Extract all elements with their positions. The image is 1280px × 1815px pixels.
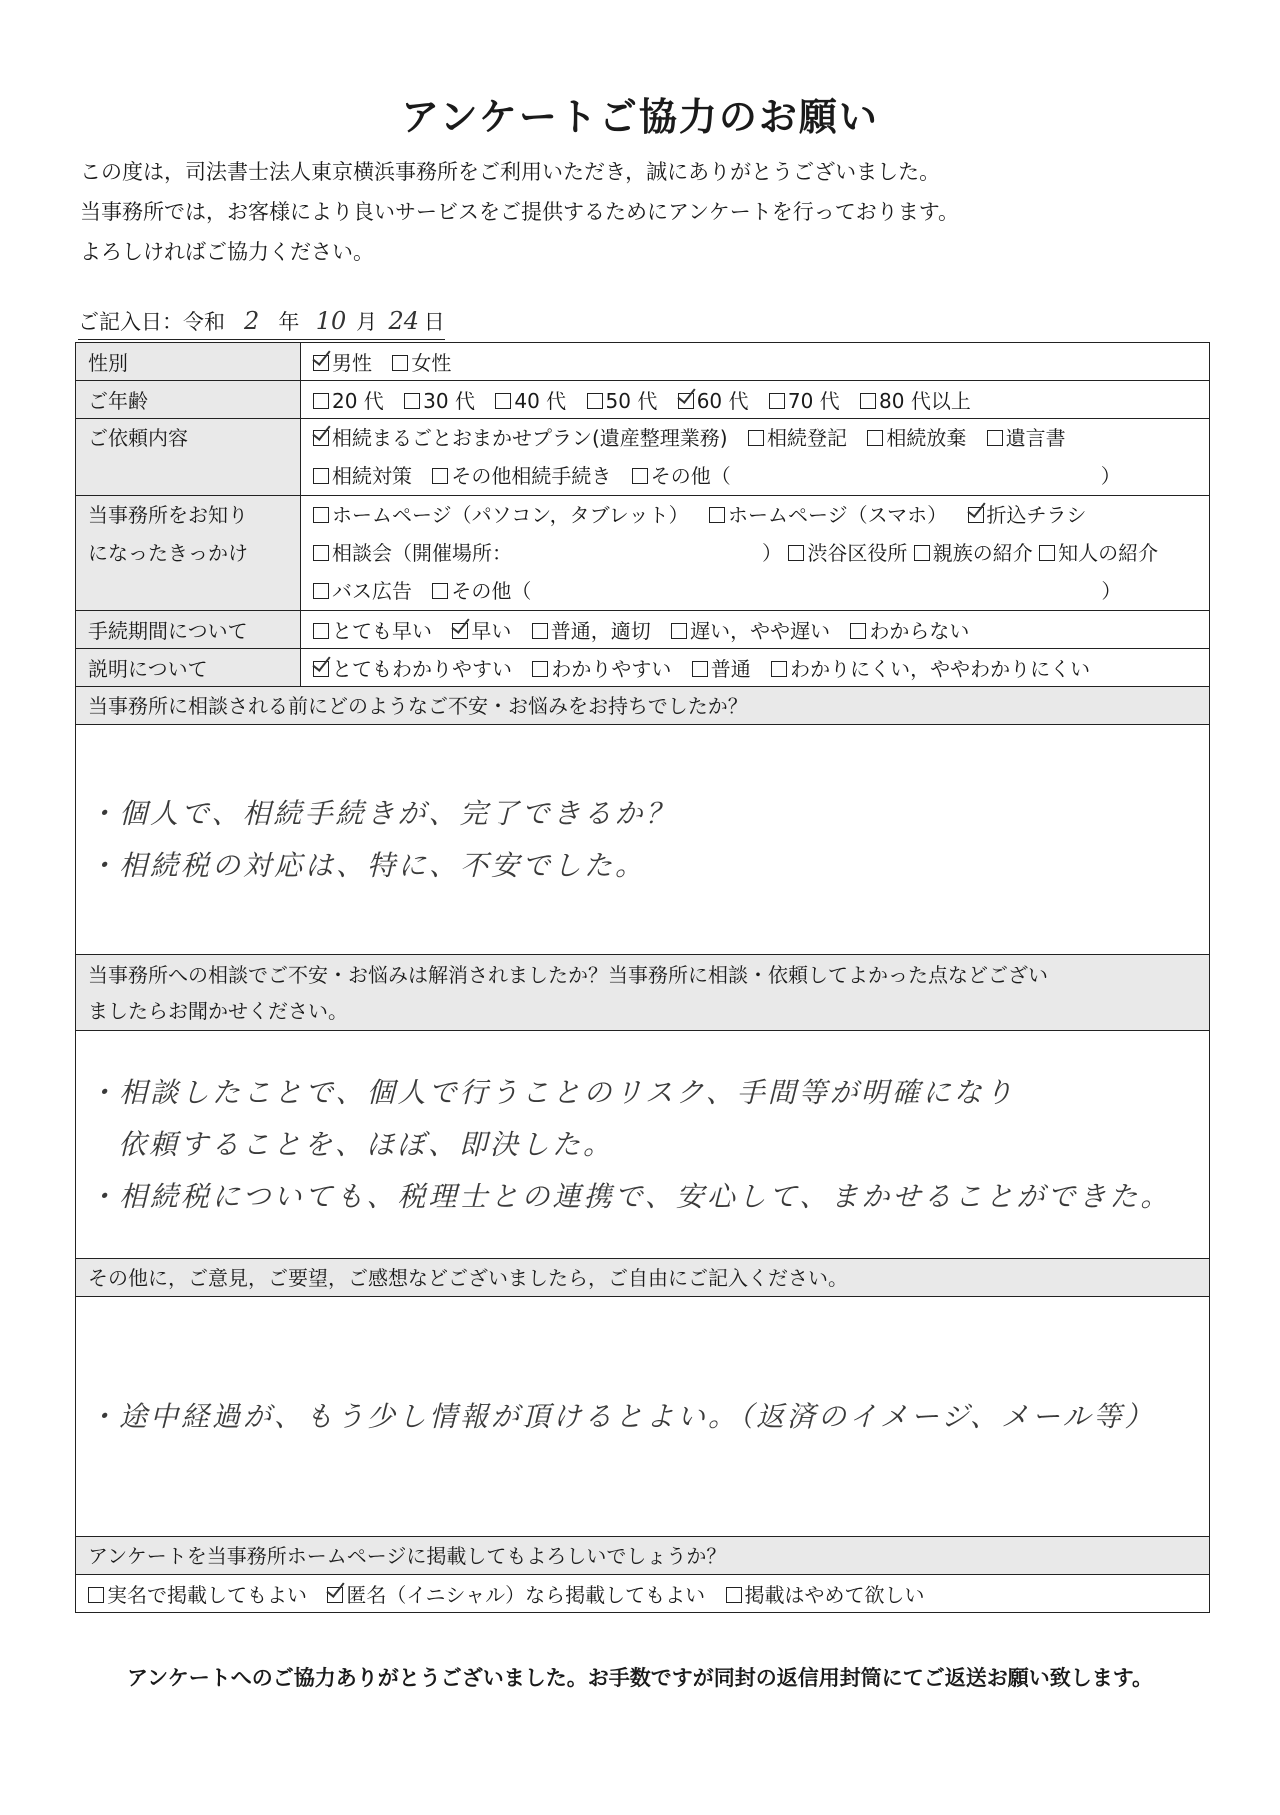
- checkbox-icon[interactable]: [671, 623, 687, 639]
- explanation-options: [301, 649, 1210, 687]
- checkbox-icon[interactable]: [769, 393, 785, 409]
- answer-3[interactable]: [76, 1297, 1210, 1537]
- checkbox-checked-icon[interactable]: [452, 623, 468, 639]
- gender-options: [301, 343, 1210, 381]
- checkbox-icon[interactable]: [532, 661, 548, 677]
- intro-text: [80, 152, 959, 272]
- answer-2[interactable]: [76, 1031, 1210, 1259]
- option-label: 50 代: [605, 389, 658, 413]
- checkbox-icon[interactable]: [392, 355, 408, 371]
- option-label: その他相続手続き: [451, 464, 612, 488]
- close-paren: ）: [762, 541, 782, 565]
- checkbox-icon[interactable]: [432, 468, 448, 484]
- checkbox-icon[interactable]: [313, 393, 329, 409]
- source-label-line: 当事務所をお知り: [88, 503, 248, 527]
- option-flyer[interactable]: [968, 496, 1087, 534]
- checkbox-checked-icon[interactable]: [968, 507, 984, 523]
- date-prefix: ご記入日：令和: [78, 310, 225, 334]
- option-label: 親族の紹介: [932, 541, 1033, 565]
- period-label: 手続期間について: [76, 611, 301, 649]
- option-label: ホームページ（パソコン，タブレット）: [332, 503, 689, 527]
- option-label: その他（: [650, 464, 731, 488]
- answer-line: ・相続税の対応は、特に、不安でした。: [88, 848, 647, 882]
- option-average[interactable]: [692, 653, 751, 682]
- option-label: 相談会（開催場所：: [332, 541, 512, 565]
- intro-line: よろしければご協力ください。: [80, 240, 374, 264]
- option-other-procedures[interactable]: [432, 457, 611, 495]
- option-label: 相続登記: [766, 426, 847, 450]
- date-day[interactable]: 24: [388, 307, 420, 335]
- option-label: 早い: [471, 619, 512, 643]
- answer-line: 依頼することを、ほぼ、即決した。: [118, 1127, 615, 1161]
- footer-note: アンケートへのご協力ありがとうございました。お手数ですが同封の返信用封筒にてご返送お願い致します。: [126, 1666, 1154, 1690]
- option-ward-office[interactable]: [788, 534, 907, 572]
- source-label: [76, 496, 301, 611]
- checkbox-icon[interactable]: [987, 430, 1003, 446]
- option-label: ホームページ（スマホ）: [727, 503, 948, 527]
- answer-line: ・相談したことで、個人で行うことのリスク、手間等が明確になり: [88, 1075, 1016, 1109]
- date-month[interactable]: 10: [315, 307, 347, 335]
- option-label: その他（: [451, 579, 532, 603]
- checkbox-icon[interactable]: [709, 507, 725, 523]
- checkbox-icon[interactable]: [432, 583, 448, 599]
- option-relative[interactable]: [914, 534, 1033, 572]
- option-label: とてもわかりやすい: [332, 657, 512, 681]
- option-clear[interactable]: [532, 653, 671, 682]
- question-2: [76, 955, 1210, 1031]
- date-year[interactable]: 2: [244, 307, 260, 335]
- checkbox-icon[interactable]: [748, 430, 764, 446]
- request-label-text: ご依頼内容: [88, 426, 188, 450]
- publish-question: アンケートを当事務所ホームページに掲載してもよろしいでしょうか？: [76, 1537, 1210, 1575]
- option-fast[interactable]: [452, 615, 511, 644]
- checkbox-checked-icon[interactable]: [678, 393, 694, 409]
- option-label: 掲載はやめて欲しい: [744, 1583, 925, 1607]
- option-label: 相続対策: [332, 464, 412, 488]
- question-1: 当事務所に相談される前にどのようなご不安・お悩みをお持ちでしたか？: [76, 687, 1210, 725]
- checkbox-icon[interactable]: [313, 583, 329, 599]
- checkbox-icon[interactable]: [914, 545, 930, 561]
- option-label: とても早い: [332, 619, 432, 643]
- option-label: 男性: [332, 351, 372, 375]
- option-homepage-pc[interactable]: [313, 496, 689, 534]
- question-3: その他に，ご意見，ご要望，ご感想などございましたら，ご自由にご記入ください。: [76, 1259, 1210, 1297]
- option-registration[interactable]: [748, 419, 847, 457]
- option-acquaintance[interactable]: [1039, 534, 1158, 572]
- option-label: 遺言書: [1005, 426, 1066, 450]
- option-label: 普通，適切: [550, 619, 651, 643]
- option-label: 普通: [710, 657, 751, 681]
- date-day-unit: 日: [423, 310, 445, 334]
- checkbox-icon[interactable]: [867, 430, 883, 446]
- publish-options: [76, 1575, 1210, 1613]
- option-source-other[interactable]: [432, 572, 531, 610]
- option-female[interactable]: [392, 347, 451, 376]
- option-unknown[interactable]: [850, 615, 969, 644]
- option-very-clear[interactable]: [313, 653, 512, 682]
- option-male[interactable]: [313, 347, 372, 376]
- date-month-unit: 月: [356, 310, 378, 334]
- intro-line: この度は，司法書士法人東京横浜事務所をご利用いただき，誠にありがとうございました。: [80, 160, 941, 184]
- option-label: 40 代: [514, 389, 567, 413]
- source-options: [301, 496, 1210, 611]
- checkbox-icon[interactable]: [88, 1587, 104, 1603]
- page-title: アンケートご協力のお願い: [401, 95, 879, 139]
- checkbox-checked-icon[interactable]: [327, 1587, 343, 1603]
- question-line: 当事務所への相談でご不安・お悩みは解消されましたか？当事務所に相談・依頼してよかった点などござい: [88, 962, 1048, 987]
- question-line: ましたらお聞かせください。: [88, 998, 348, 1023]
- option-real-name[interactable]: [88, 1579, 307, 1608]
- option-homepage-phone[interactable]: [709, 496, 947, 534]
- checkbox-icon[interactable]: [692, 661, 708, 677]
- option-bus-ad[interactable]: [313, 572, 412, 610]
- option-other[interactable]: [632, 457, 731, 495]
- option-label: 70 代: [787, 389, 840, 413]
- checkbox-icon[interactable]: [860, 393, 876, 409]
- source-label-line: になったきっかけ: [88, 541, 248, 565]
- entry-date: [78, 306, 445, 336]
- checkbox-icon[interactable]: [726, 1587, 742, 1603]
- option-label: バス広告: [332, 579, 412, 603]
- option-renunciation[interactable]: [867, 419, 966, 457]
- checkbox-icon[interactable]: [632, 468, 648, 484]
- option-age-40[interactable]: [495, 385, 566, 414]
- close-paren: ）: [1100, 464, 1121, 488]
- checkbox-icon[interactable]: [587, 393, 603, 409]
- checkbox-checked-icon[interactable]: [313, 661, 329, 677]
- survey-form: [75, 342, 1210, 1613]
- answer-line: ・途中経過が、もう少し情報が頂けるとよい。（返済のイメージ、メール等）: [88, 1399, 1156, 1433]
- option-will[interactable]: [987, 419, 1066, 457]
- option-planning[interactable]: [313, 457, 412, 495]
- option-label: 渋谷区役所: [807, 541, 908, 565]
- checkbox-icon[interactable]: [313, 545, 329, 561]
- option-label: 実名で掲載してもよい: [107, 1583, 307, 1607]
- option-age-50[interactable]: [587, 385, 658, 414]
- option-label: 80 代以上: [879, 389, 971, 413]
- option-full-plan[interactable]: [313, 419, 728, 457]
- option-seminar[interactable]: [313, 534, 512, 572]
- intro-line: 当事務所では，お客様により良いサービスをご提供するためにアンケートを行っております。: [80, 200, 960, 224]
- option-label: わからない: [869, 619, 970, 643]
- option-age-30[interactable]: [404, 385, 475, 414]
- answer-1[interactable]: [76, 725, 1210, 955]
- option-age-20[interactable]: [313, 385, 384, 414]
- option-label: わかりやすい: [551, 657, 672, 681]
- option-age-60[interactable]: [678, 385, 749, 414]
- option-label: 60 代: [696, 389, 749, 413]
- checkbox-icon[interactable]: [1039, 545, 1055, 561]
- checkbox-icon[interactable]: [313, 468, 329, 484]
- option-label: 匿名（イニシャル）なら掲載してもよい: [346, 1583, 706, 1607]
- option-no-publish[interactable]: [726, 1579, 925, 1608]
- option-label: 女性: [411, 351, 452, 375]
- request-label: [76, 419, 301, 496]
- checkbox-icon[interactable]: [495, 393, 511, 409]
- checkbox-checked-icon[interactable]: [313, 355, 329, 371]
- age-label: ご年齢: [76, 381, 301, 419]
- option-normal[interactable]: [532, 615, 651, 644]
- period-options: [301, 611, 1210, 649]
- answer-line: ・個人で、相続手続きが、完了できるか？: [88, 796, 677, 830]
- checkbox-icon[interactable]: [313, 623, 329, 639]
- option-label: 知人の紹介: [1058, 541, 1159, 565]
- option-label: 折込チラシ: [986, 503, 1087, 527]
- checkbox-icon[interactable]: [404, 393, 420, 409]
- age-options: [301, 381, 1210, 419]
- checkbox-icon[interactable]: [532, 623, 548, 639]
- close-paren: ）: [1101, 579, 1122, 603]
- option-very-fast[interactable]: [313, 615, 432, 644]
- answer-line: ・相続税についても、税理士との連携で、安心して、まかせることができた。: [88, 1179, 1172, 1213]
- option-anonymous[interactable]: [327, 1579, 705, 1608]
- checkbox-icon[interactable]: [771, 661, 787, 677]
- checkbox-icon[interactable]: [850, 623, 866, 639]
- option-label: 相続まるごとおまかせプラン(遺産整理業務): [332, 426, 728, 450]
- option-label: わかりにくい，ややわかりにくい: [790, 657, 1091, 681]
- option-age-80[interactable]: [860, 385, 971, 414]
- checkbox-checked-icon[interactable]: [313, 430, 329, 446]
- option-label: 30 代: [423, 389, 475, 413]
- option-label: 相続放棄: [886, 426, 967, 450]
- option-label: 20 代: [332, 389, 384, 413]
- option-slow[interactable]: [671, 615, 830, 644]
- request-options: [301, 419, 1210, 496]
- explanation-label: 説明について: [76, 649, 301, 687]
- gender-label: 性別: [76, 343, 301, 381]
- date-year-unit: 年: [278, 310, 300, 334]
- option-label: 遅い，やや遅い: [690, 619, 831, 643]
- option-age-70[interactable]: [769, 385, 840, 414]
- checkbox-icon[interactable]: [313, 507, 329, 523]
- checkbox-icon[interactable]: [788, 545, 804, 561]
- option-unclear[interactable]: [771, 653, 1090, 682]
